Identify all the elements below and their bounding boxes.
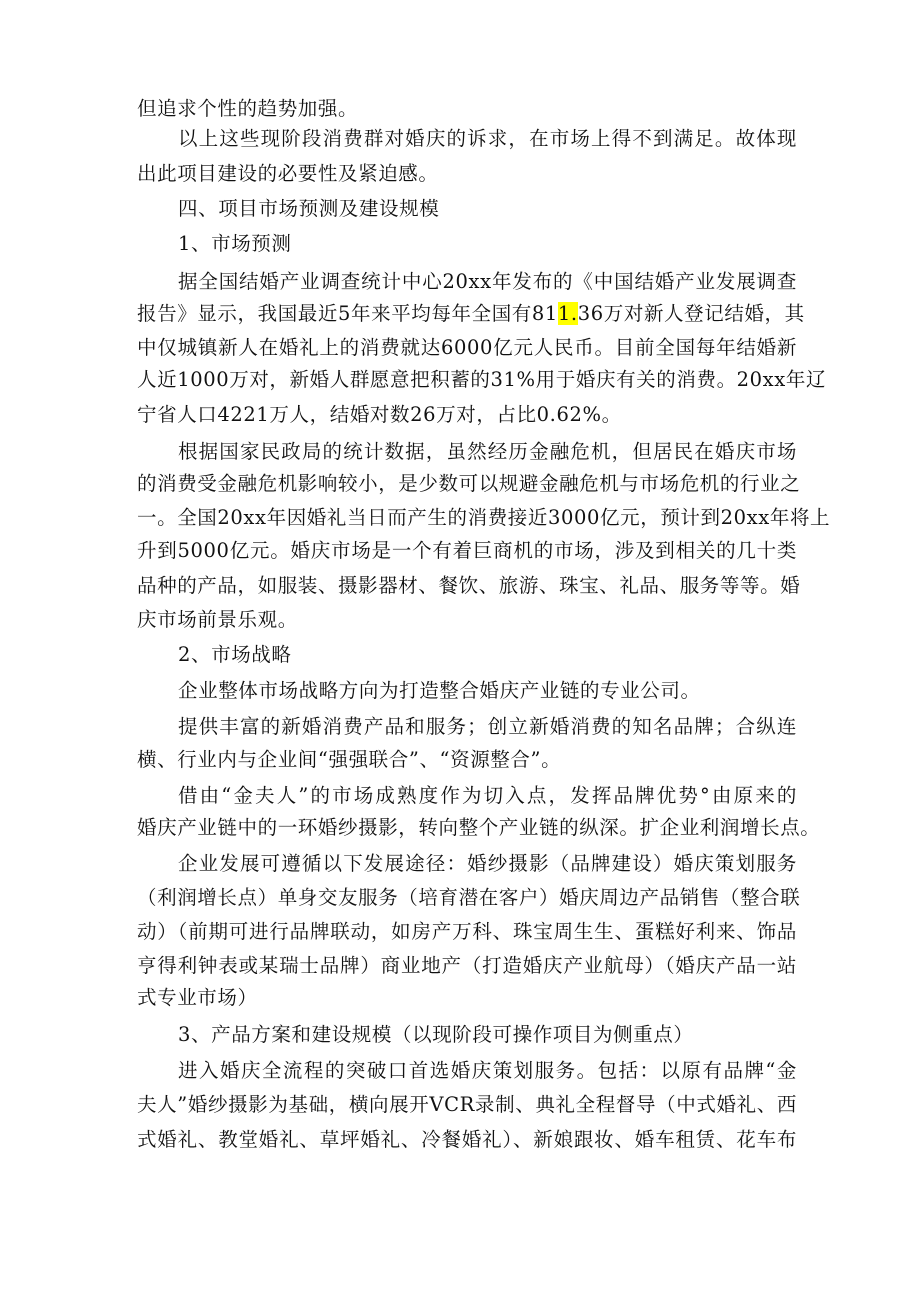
- text-line: 2、市场战略: [178, 643, 292, 666]
- text-line: 动）（前期可进行品牌联动，如房产万科、珠宝周生生、蛋糕好利来、饰品: [137, 920, 797, 943]
- text-line: 亨得利钟表或某瑞士品牌）商业地产（打造婚庆产业航母）（婚庆产品一站: [137, 954, 797, 977]
- text-segment: 36万对新人登记结婚，其: [577, 302, 805, 325]
- text-line: 进入婚庆全流程的突破口首选婚庆策划服务。包括：以原有品牌“金: [178, 1059, 797, 1082]
- text-line: 企业整体市场战略方向为打造整合婚庆产业链的专业公司。: [178, 679, 701, 702]
- text-line: 婚庆产业链中的一环婚纱摄影，转向整个产业链的纵深。扩企业利润增长点。: [137, 816, 821, 839]
- text-line: 提供丰富的新婚消费产品和服务；创立新婚消费的知名品牌；合纵连: [178, 715, 797, 738]
- text-line: 以上这些现阶段消费群对婚庆的诉求，在市场上得不到满足。故体现: [178, 127, 797, 150]
- text-line: 横、行业内与企业间“强强联合”、“资源整合”。: [137, 748, 562, 771]
- text-line: 根据国家民政局的统计数据，虽然经历金融危机，但居民在婚庆市场: [178, 440, 797, 463]
- text-line: 出此项目建设的必要性及紧迫感。: [137, 162, 439, 185]
- text-line: 品种的产品，如服装、摄影器材、餐饮、旅游、珠宝、礼品、服务等等。婚: [137, 574, 801, 597]
- text-line: 1、市场预测: [178, 232, 292, 255]
- text-line: 人近1000万对，新婚人群愿意把积蓄的31%用于婚庆有关的消费。20xx年辽: [137, 368, 827, 391]
- text-line: 但追求个性的趋势加强。: [137, 97, 359, 120]
- text-line: 夫人”婚纱摄影为基础，横向展开VCR录制、典礼全程督导（中式婚礼、西: [137, 1093, 797, 1116]
- text-line: 式专业市场）: [137, 986, 258, 1009]
- text-line: 式婚礼、教堂婚礼、草坪婚礼、冷餐婚礼）、新娘跟妆、婚车租赁、花车布: [137, 1128, 797, 1151]
- text-line: 一。全国20xx年因婚礼当日而产生的消费接近3000亿元，预计到20xx年将上: [137, 506, 831, 529]
- text-line: 3、产品方案和建设规模（以现阶段可操作项目为侧重点）: [178, 1023, 694, 1046]
- text-segment: 报告》显示，我国最近5年来平均每年全国有81: [137, 302, 558, 325]
- text-line: 宁省人口4221万人，结婚对数26万对，占比0.62%。: [137, 403, 622, 426]
- text-line: 庆市场前景乐观。: [137, 608, 298, 631]
- text-line: 借由“金夫人”的市场成熟度作为切入点，发挥品牌优势°由原来的: [178, 784, 797, 807]
- text-line: [137, 302, 805, 326]
- highlighted-text: 1.: [557, 302, 578, 325]
- text-line: 升到5000亿元。婚庆市场是一个有着巨商机的市场，涉及到相关的几十类: [137, 539, 797, 562]
- text-line: 据全国结婚产业调查统计中心20xx年发布的《中国结婚产业发展调查: [178, 270, 797, 293]
- text-line: 中仅城镇新人在婚礼上的消费就达6000亿元人民币。目前全国每年结婚新: [137, 336, 797, 359]
- text-line: 企业发展可遵循以下发展途径：婚纱摄影（品牌建设）婚庆策划服务: [178, 852, 797, 875]
- text-line: （利润增长点）单身交友服务（培育潜在客户）婚庆周边产品销售（整合联: [137, 886, 801, 909]
- text-line: 四、项目市场预测及建设规模: [178, 197, 440, 220]
- text-line: 的消费受金融危机影响较小，是少数可以规避金融危机与市场危机的行业之: [137, 472, 801, 495]
